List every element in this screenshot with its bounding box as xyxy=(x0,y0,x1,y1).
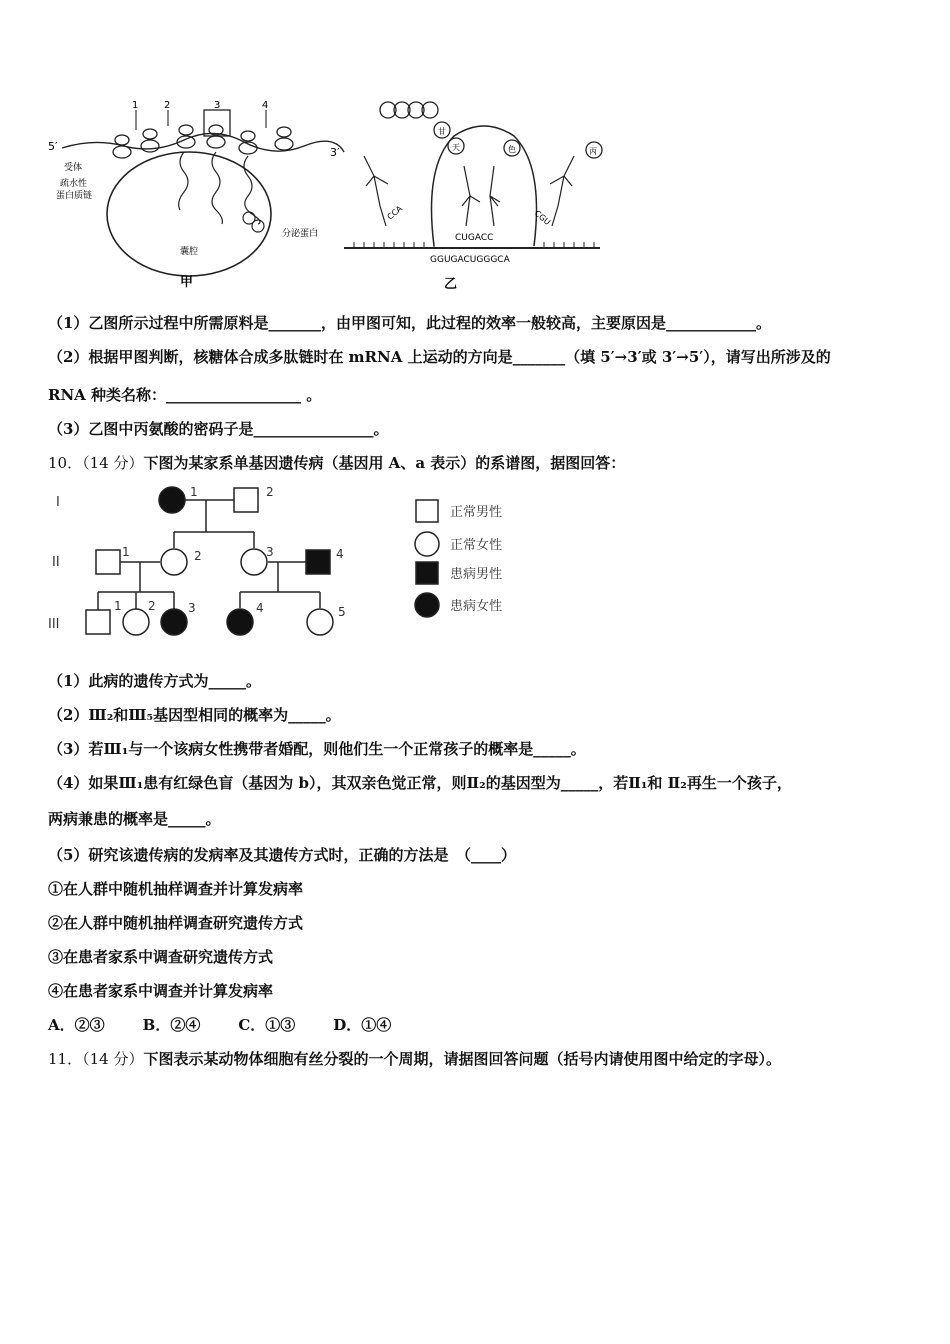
I-1-affected-female xyxy=(159,487,185,513)
q10-number: 10． xyxy=(48,454,83,472)
q11-stem xyxy=(48,1048,781,1069)
secretory-label: 分泌蛋白 xyxy=(282,229,319,239)
id-II-1: 1 xyxy=(122,545,130,559)
legend-normal-male: 正常男性 xyxy=(450,505,503,520)
q10-stem xyxy=(48,452,625,473)
q10-sub1: （1）此病的遗传方式为_____。 xyxy=(48,672,261,690)
q10-sub3: （3）若Ⅲ₁与一个该病女性携带者婚配，则他们生一个正常孩子的概率是_____。 xyxy=(48,740,586,758)
legend-normal-male-symbol xyxy=(416,500,438,522)
id-I-1: 1 xyxy=(190,485,198,499)
q10-sub5: （5）研究该遗传病的发病率及其遗传方式时，正确的方法是 （____） xyxy=(48,846,516,864)
arrow-number-4: 4 xyxy=(262,100,269,111)
q10-item2: ②在人群中随机抽样调查研究遗传方式 xyxy=(48,914,304,932)
id-III-2: 2 xyxy=(148,599,156,613)
q10-item3: ③在患者家系中调查研究遗传方式 xyxy=(48,948,274,966)
q9-line2: （2）根据甲图判断，核糖体合成多肽链时在 mRNA 上运动的方向是_______（填 5′→3′或 3′→5′），请写出所涉及的 xyxy=(48,348,831,366)
q10-item1: ①在人群中随机抽样调查并计算发病率 xyxy=(48,880,304,898)
figure-label-yi: 乙 xyxy=(444,277,458,292)
amino-acid-3: 色 xyxy=(508,145,516,154)
hydrophobic-label-1: 疏水性 xyxy=(60,179,88,189)
option-c[interactable]: C．①③ xyxy=(238,1016,296,1034)
id-II-3: 3 xyxy=(266,545,274,559)
q10-options xyxy=(48,1014,429,1035)
II-1-normal-male xyxy=(96,550,120,574)
III-4-affected-female xyxy=(227,609,253,635)
arrow-number-3: 3 xyxy=(214,100,221,111)
translation-figure xyxy=(44,96,604,296)
q10-sub2: （2）Ⅲ₂和Ⅲ₅基因型相同的概率为_____。 xyxy=(48,706,341,724)
mrna-sequence: GGUGACUGGGCA xyxy=(430,255,510,265)
legend-affected-male-symbol xyxy=(416,562,438,584)
gen-label-I: I xyxy=(56,495,60,510)
I-2-normal-male xyxy=(234,488,258,512)
id-III-4: 4 xyxy=(256,601,264,615)
III-5-normal-female xyxy=(307,609,333,635)
end3-label: 3′ xyxy=(330,146,340,159)
legend-affected-female: 患病女性 xyxy=(450,599,503,614)
id-II-4: 4 xyxy=(336,547,344,561)
lumen-label: 囊腔 xyxy=(180,247,199,257)
legend-normal-female-symbol xyxy=(415,532,439,556)
q11-score: （14 分） xyxy=(82,1050,144,1068)
arrow-number-2: 2 xyxy=(164,100,171,111)
gen-label-III: III xyxy=(48,617,60,632)
id-III-3: 3 xyxy=(188,601,196,615)
legend-normal-female: 正常女性 xyxy=(450,538,503,553)
trna-anticodon-right: CGU xyxy=(532,208,553,227)
II-2-normal-female xyxy=(161,549,187,575)
gen-label-II: II xyxy=(52,555,60,570)
q10-sub4b: 两病兼患的概率是_____。 xyxy=(48,810,221,828)
q10-score: （14 分） xyxy=(82,454,144,472)
q10-item4: ④在患者家系中调查并计算发病率 xyxy=(48,982,274,1000)
id-III-5: 5 xyxy=(338,605,346,619)
trna-anticodon-left: CCA xyxy=(385,203,405,222)
option-a[interactable]: A．②③ xyxy=(48,1016,105,1034)
III-2-normal-female xyxy=(123,609,149,635)
id-II-2: 2 xyxy=(194,549,202,563)
option-b[interactable]: B．②④ xyxy=(142,1016,201,1034)
trna-anticodon-mid: CUGACC xyxy=(455,233,494,243)
q10-stem-text: 下图为某家系单基因遗传病（基因用 A、a 表示）的系谱图，据图回答： xyxy=(143,454,626,472)
pedigree-chart xyxy=(44,478,544,646)
III-1-normal-male xyxy=(86,610,110,634)
q9-line4: （3）乙图中丙氨酸的密码子是________________。 xyxy=(48,420,389,438)
II-3-normal-female xyxy=(241,549,267,575)
II-4-affected-male xyxy=(306,550,330,574)
amino-acid-4: 丙 xyxy=(589,147,597,156)
option-d[interactable]: D．①④ xyxy=(333,1016,392,1034)
q9-line3: RNA 种类名称：__________________ 。 xyxy=(48,386,322,404)
q10-sub4a: （4）如果Ⅲ₁患有红绿色盲（基因为 b），其双亲色觉正常，则Ⅱ₂的基因型为_____，若Ⅱ₁和 Ⅱ₂再生一个孩子， xyxy=(48,774,792,792)
q11-stem-text: 下图表示某动物体细胞有丝分裂的一个周期，请据图回答问题（括号内请使用图中给定的字母）。 xyxy=(143,1050,781,1068)
arrow-number-1: 1 xyxy=(132,100,139,111)
legend-affected-female-symbol xyxy=(415,593,439,617)
pedigree-lines xyxy=(98,500,320,610)
q11-number: 11． xyxy=(48,1050,83,1068)
id-III-1: 1 xyxy=(114,599,122,613)
amino-acid-1: 甘 xyxy=(438,127,446,136)
hydrophobic-label-2: 蛋白质链 xyxy=(56,191,93,201)
q9-line1: （1）乙图所示过程中所需原料是_______，由甲图可知，此过程的效率一般较高，主要原因是____________。 xyxy=(48,314,771,332)
III-3-affected-female xyxy=(161,609,187,635)
id-I-2: 2 xyxy=(266,485,274,499)
end5-label: 5′ xyxy=(48,140,58,153)
legend-affected-male: 患病男性 xyxy=(450,567,503,582)
figure-label-jia: 甲 xyxy=(180,275,194,290)
receptor-label: 受体 xyxy=(64,163,83,173)
amino-acid-2: 天 xyxy=(452,143,460,152)
